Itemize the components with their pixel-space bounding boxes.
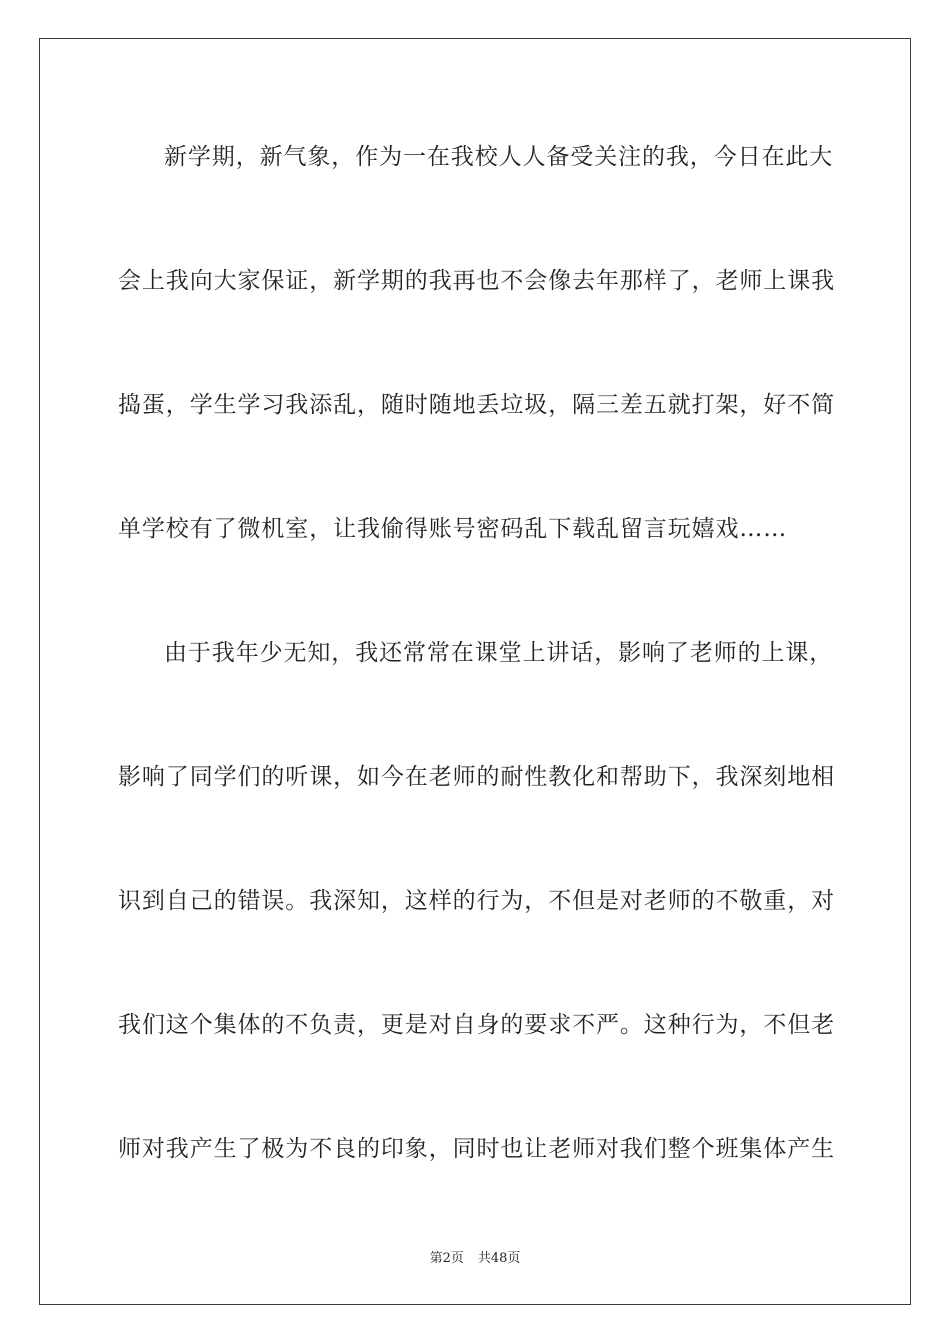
page-footer — [0, 1247, 950, 1266]
page-number: 第2页 — [429, 1251, 464, 1266]
paragraph-1-line-3: 捣蛋，学生学习我添乱，随时随地丢垃圾，隔三差五就打架，好不简 — [118, 392, 835, 418]
document-body — [118, 126, 834, 1242]
paragraph-2-line-4: 我们这个集体的不负责，更是对自身的要求不严。这种行为，不但老 — [118, 1012, 835, 1038]
paragraph-1-line-1: 新学期，新气象，作为一在我校人人备受关注的我，今日在此大 — [164, 144, 834, 170]
paragraph-2-line-2: 影响了同学们的听课，如今在老师的耐性教化和帮助下，我深刻地相 — [118, 764, 835, 790]
page-total: 共48页 — [477, 1251, 521, 1266]
paragraph-2-line-5: 师对我产生了极为不良的印象，同时也让老师对我们整个班集体产生 — [118, 1136, 835, 1162]
paragraph-2-line-3: 识到自己的错误。我深知，这样的行为，不但是对老师的不敬重，对 — [118, 888, 835, 914]
paragraph-1-line-4: 单学校有了微机室，让我偷得账号密码乱下载乱留言玩嬉戏…… — [118, 516, 788, 542]
paragraph-2-line-1: 由于我年少无知，我还常常在课堂上讲话，影响了老师的上课， — [164, 640, 834, 666]
paragraph-1-line-2: 会上我向大家保证，新学期的我再也不会像去年那样了，老师上课我 — [118, 268, 835, 294]
